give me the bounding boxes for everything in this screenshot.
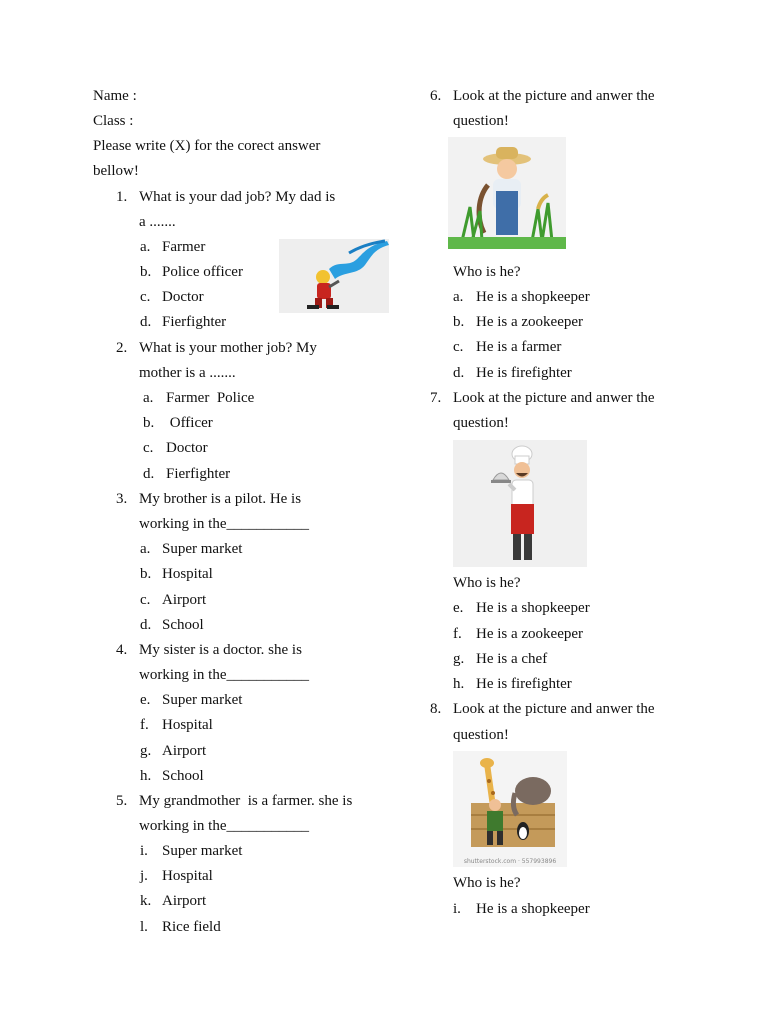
option-text: Fierfighter — [166, 466, 231, 482]
option-letter: b. — [453, 314, 465, 330]
option-text: Super market — [162, 541, 243, 557]
option-letter: a. — [140, 541, 151, 557]
option-text: He is a shopkeeper — [476, 600, 590, 616]
question-text-line-1: My grandmother is a farmer. she is — [139, 793, 353, 809]
option-letter: b. — [143, 415, 155, 431]
option-text: Farmer — [162, 239, 206, 255]
option-text: He is a shopkeeper — [476, 289, 590, 305]
question-text-line-2: mother is a ....... — [139, 365, 236, 381]
option-text: Airport — [162, 743, 207, 759]
option-letter: f. — [453, 626, 462, 642]
option-letter: c. — [140, 289, 151, 305]
option-letter: h. — [140, 768, 152, 784]
question-prompt: Who is he? — [453, 264, 521, 280]
option-letter: g. — [453, 651, 465, 667]
zookeeper-picture — [453, 751, 567, 867]
image-credit: shutterstock.com · 557993896 — [463, 858, 557, 865]
question-text-line-2: a ....... — [139, 214, 176, 230]
option-text: Airport — [162, 893, 207, 909]
option-text: School — [162, 768, 204, 784]
question-number: 6. — [430, 88, 442, 104]
option-text: He is a farmer — [476, 339, 562, 355]
option-text: He is a zookeeper — [476, 626, 584, 642]
chef-picture — [453, 440, 587, 567]
question-text-line-1: Look at the picture and anwer the — [453, 701, 655, 717]
question-prompt: Who is he? — [453, 875, 521, 891]
option-letter: k. — [140, 893, 152, 909]
question-text-line-2: question! — [453, 113, 509, 129]
question-prompt: Who is he? — [453, 575, 521, 591]
option-text: He is a shopkeeper — [476, 901, 590, 917]
question-text-line-1: My sister is a doctor. she is — [139, 642, 302, 658]
question-number: 4. — [116, 642, 128, 658]
option-letter: h. — [453, 676, 465, 692]
option-letter: a. — [143, 390, 154, 406]
option-letter: l. — [140, 919, 148, 935]
question-number: 1. — [116, 189, 128, 205]
option-text: Hospital — [162, 868, 213, 884]
option-letter: i. — [453, 901, 461, 917]
option-letter: e. — [140, 692, 151, 708]
option-text: He is firefighter — [476, 676, 572, 692]
question-text-line-1: My brother is a pilot. He is — [139, 491, 302, 507]
firefighter-picture — [279, 239, 389, 313]
question-number: 5. — [116, 793, 128, 809]
option-letter: j. — [140, 868, 148, 884]
option-text: Airport — [162, 592, 207, 608]
option-text: Doctor — [162, 289, 204, 305]
question-text-line-2: question! — [453, 415, 509, 431]
option-text: Officer — [166, 415, 213, 431]
option-text: He is a chef — [476, 651, 548, 667]
option-text: Doctor — [166, 440, 208, 456]
class-label: Class : — [93, 113, 134, 129]
option-text: Farmer Police — [166, 390, 255, 406]
option-letter: d. — [453, 365, 465, 381]
farmer-picture — [448, 137, 566, 249]
option-letter: d. — [143, 466, 155, 482]
option-letter: c. — [140, 592, 151, 608]
option-text: School — [162, 617, 204, 633]
option-letter: f. — [140, 717, 149, 733]
option-letter: b. — [140, 566, 152, 582]
question-number: 8. — [430, 701, 442, 717]
question-number: 2. — [116, 340, 128, 356]
question-text-line-1: Look at the picture and anwer the — [453, 88, 655, 104]
option-text: Hospital — [162, 566, 213, 582]
name-label: Name : — [93, 88, 137, 104]
question-text-line-2: working in the___________ — [139, 516, 309, 532]
option-text: He is firefighter — [476, 365, 572, 381]
option-letter: a. — [140, 239, 151, 255]
option-text: Fierfighter — [162, 314, 227, 330]
question-text-line-2: question! — [453, 727, 509, 743]
option-text: Super market — [162, 692, 243, 708]
option-letter: g. — [140, 743, 152, 759]
option-letter: a. — [453, 289, 464, 305]
option-text: He is a zookeeper — [476, 314, 584, 330]
option-letter: d. — [140, 314, 152, 330]
option-letter: c. — [143, 440, 154, 456]
question-text-line-2: working in the___________ — [139, 667, 309, 683]
question-text-line-1: Look at the picture and anwer the — [453, 390, 655, 406]
instruction-line-2: bellow! — [93, 163, 139, 179]
question-text-line-1: What is your mother job? My — [139, 340, 317, 356]
instruction-line-1: Please write (X) for the corect answer — [93, 138, 321, 154]
option-letter: b. — [140, 264, 152, 280]
option-text: Police officer — [162, 264, 243, 280]
option-text: Super market — [162, 843, 243, 859]
question-number: 7. — [430, 390, 442, 406]
option-letter: c. — [453, 339, 464, 355]
option-letter: e. — [453, 600, 464, 616]
option-text: Hospital — [162, 717, 213, 733]
question-text-line-2: working in the___________ — [139, 818, 309, 834]
option-letter: d. — [140, 617, 152, 633]
question-number: 3. — [116, 491, 128, 507]
question-text-line-1: What is your dad job? My dad is — [139, 189, 336, 205]
option-text: Rice field — [162, 919, 221, 935]
option-letter: i. — [140, 843, 148, 859]
